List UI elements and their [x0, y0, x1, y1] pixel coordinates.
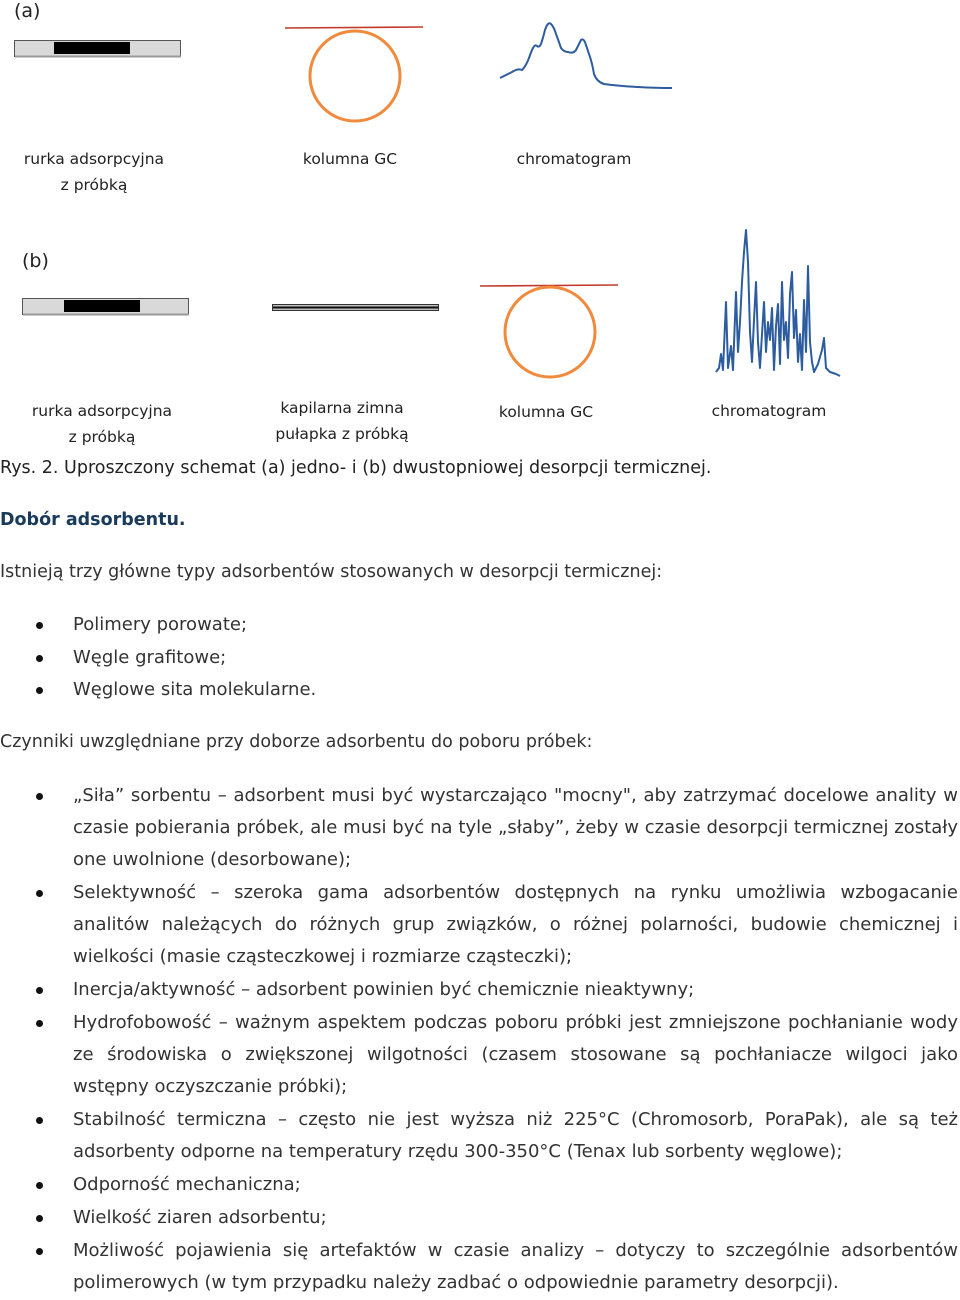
gc-column-a: [285, 24, 425, 124]
caption-b-tube-line1: rurka adsorpcyjna: [31, 402, 173, 420]
list-item: Stabilność termiczna – często nie jest wyższa niż 225°C (Chromosorb, PoraPak), ale są też adsorbenty odporne na temperatury rzędu 300-350°C (Tenax lub sorbenty węglowe);: [0, 1104, 960, 1168]
figure-caption: Rys. 2. Uproszczony schemat (a) jedno- i (b) dwustopniowej desorpcji termicznej.: [0, 458, 712, 478]
list-item: Polimery porowate;: [0, 609, 960, 642]
cold-trap-capillary-b: [272, 304, 442, 312]
adsorption-tube-a: [14, 40, 182, 58]
list-item: Inercja/aktywność – adsorbent powinien być chemicznie nieaktywny;: [0, 974, 960, 1006]
section-heading: Dobór adsorbentu.: [0, 510, 186, 530]
adsorbent-types-list: [0, 609, 960, 707]
caption-b-chromatogram: chromatogram: [711, 402, 827, 420]
caption-b-tube-line2: z próbką: [68, 428, 136, 446]
figure-b-label: (b): [22, 250, 49, 272]
factors-intro: Czynniki uwzględniane przy doborze adsorbentu do poboru próbek:: [0, 732, 593, 752]
adsorption-tube-b: [22, 298, 190, 316]
list-item: Wielkość ziaren adsorbentu;: [0, 1202, 960, 1234]
caption-a-tube: [14, 146, 174, 198]
list-item: Możliwość pojawienia się artefaktów w czasie analizy – dotyczy to szczególnie adsorbentów polimerowych (w tym przypadku należy zadbać o odpowiednie parametry desorpcji).: [0, 1235, 960, 1299]
chromatogram-b: [714, 222, 844, 378]
list-item: Selektywność – szeroka gama adsorbentów dostępnych na rynku umożliwia wzbogacanie analitów należących do różnych grup związków, o różnej polarności, budowie chemicznej i wielkości (masie cząsteczkowej i rozmiarze cząsteczki);: [0, 877, 960, 973]
chromatogram-a: [498, 18, 674, 98]
caption-a-chromatogram: chromatogram: [516, 150, 632, 168]
caption-b-tube: [22, 398, 182, 450]
figure-a-label: (a): [14, 0, 41, 22]
adsorbent-types-intro: Istnieją trzy główne typy adsorbentów stosowanych w desorpcji termicznej:: [0, 562, 663, 582]
list-item: Hydrofobowość – ważnym aspektem podczas poboru próbki jest zmniejszone pochłanianie wody ze środowiska o zwiększonej wilgotności (czasem stosowane są pochłaniacze wilgoci jako wstępny oczyszczanie próbki);: [0, 1007, 960, 1103]
gc-column-b: [480, 282, 620, 382]
list-item: „Siła” sorbentu – adsorbent musi być wystarczająco "mocny", aby zatrzymać docelowe anality w czasie pobierania próbek, ale musi być na tyle „słaby”, żeby w czasie desorpcji termicznej zostały one uwolnione (desorbowane);: [0, 780, 960, 876]
list-item: Węgle grafitowe;: [0, 642, 960, 675]
caption-b-trap: [262, 395, 422, 447]
caption-b-column: kolumna GC: [498, 403, 594, 421]
list-item: Odporność mechaniczna;: [0, 1169, 960, 1201]
caption-b-trap-line2: pułapka z próbką: [275, 425, 409, 443]
caption-a-column: kolumna GC: [302, 150, 398, 168]
factors-list: [0, 780, 960, 1300]
caption-a-tube-line2: z próbką: [60, 176, 128, 194]
caption-a-tube-line1: rurka adsorpcyjna: [23, 150, 165, 168]
caption-b-trap-line1: kapilarna zimna: [280, 399, 404, 417]
list-item: Węglowe sita molekularne.: [0, 674, 960, 707]
